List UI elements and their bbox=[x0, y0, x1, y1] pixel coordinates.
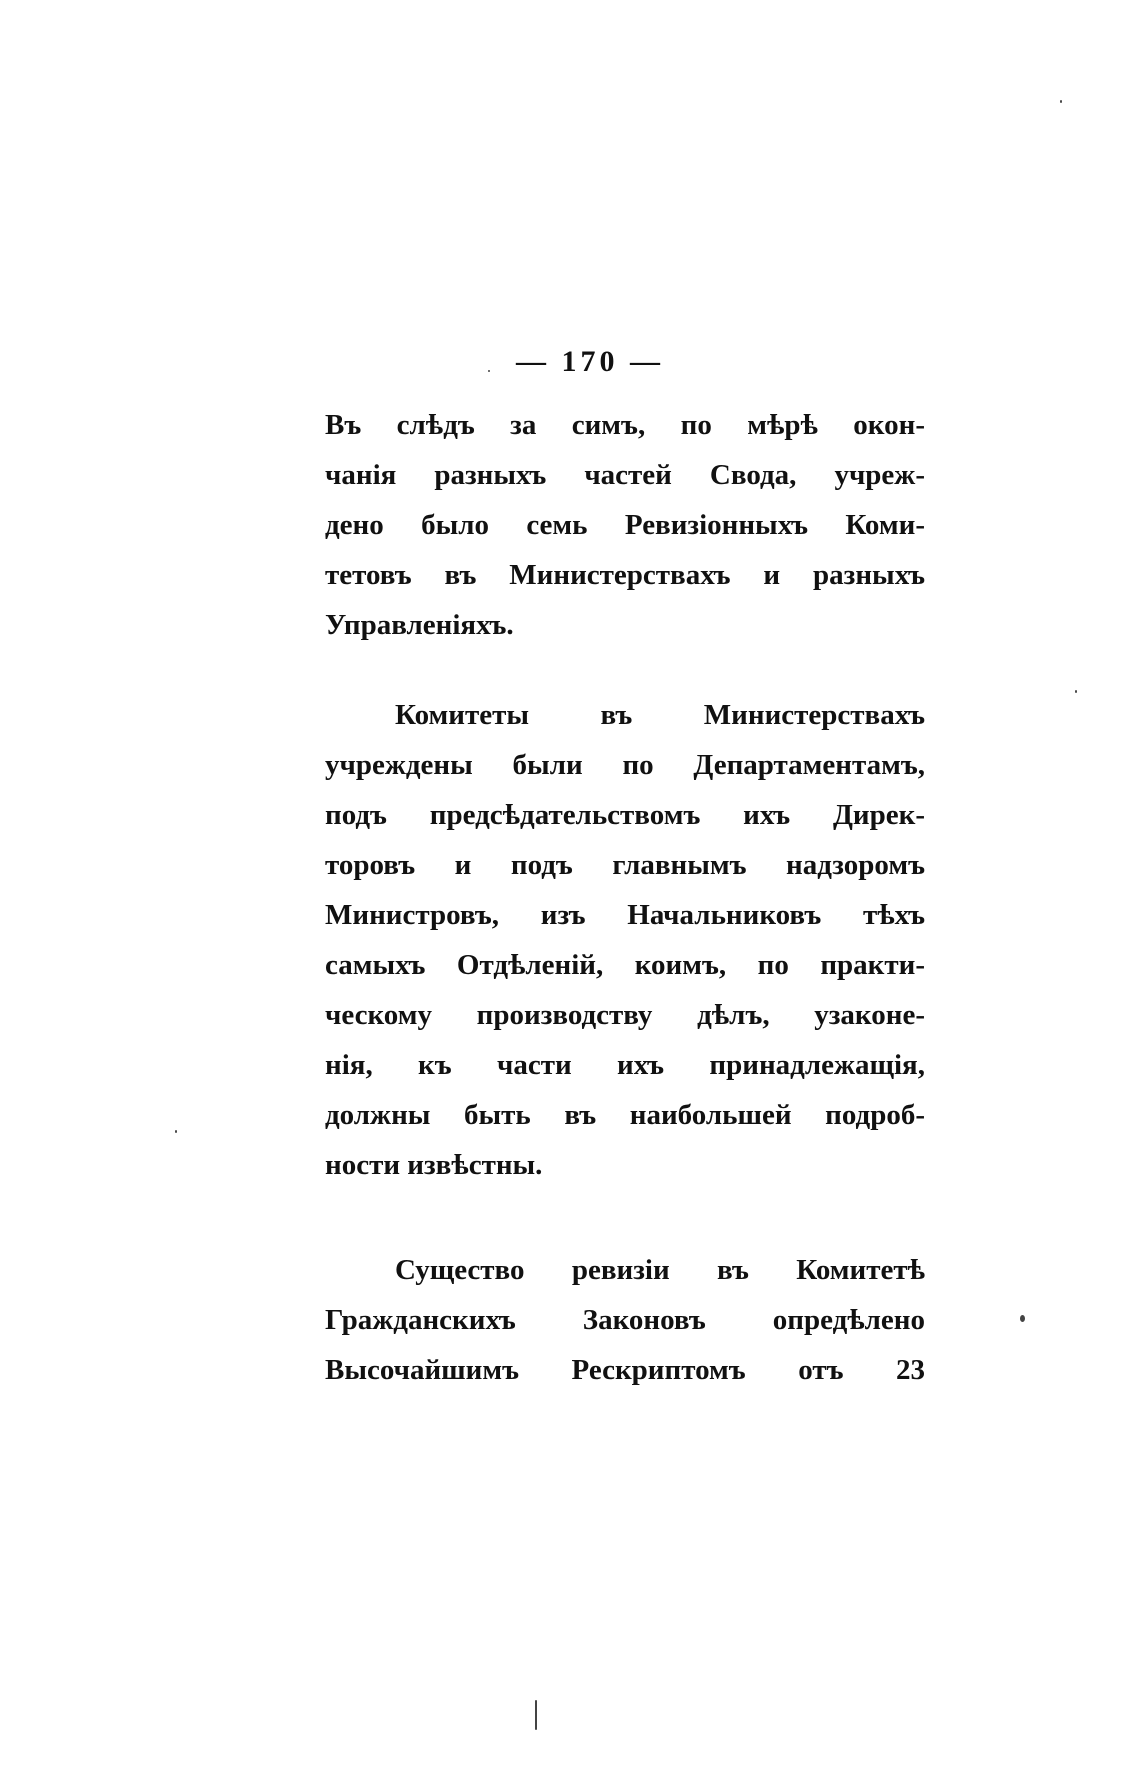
text-line: должны быть въ наибольшей подроб- bbox=[325, 1099, 925, 1131]
page-number: — 170 — bbox=[516, 345, 664, 378]
text-line: нія, къ части ихъ принадлежащія, bbox=[325, 1049, 925, 1081]
text-line: подъ предсѣдательствомъ ихъ Дирек- bbox=[325, 799, 925, 831]
text-line: самыхъ Отдѣленій, коимъ, по практи- bbox=[325, 949, 925, 981]
paragraph-2 bbox=[325, 690, 925, 1190]
text-line: чанія разныхъ частей Свода, учреж- bbox=[325, 459, 925, 491]
scan-speck bbox=[488, 370, 490, 372]
text-line: дено было семь Ревизіонныхъ Коми- bbox=[325, 509, 925, 541]
text-line: Существо ревизіи въ Комитетѣ bbox=[395, 1254, 925, 1286]
text-line: торовъ и подъ главнымъ надзоромъ bbox=[325, 849, 925, 881]
scan-speck bbox=[1020, 1315, 1025, 1322]
paragraph-3 bbox=[325, 1245, 925, 1395]
text-line: Комитеты въ Министерствахъ bbox=[395, 699, 925, 731]
text-line: Министровъ, изъ Начальниковъ тѣхъ bbox=[325, 899, 925, 931]
text-line: учреждены были по Департаментамъ, bbox=[325, 749, 925, 781]
text-line: Высочайшимъ Рескриптомъ отъ 23 bbox=[325, 1354, 925, 1386]
scan-speck bbox=[1060, 100, 1062, 103]
text-line: ческому производству дѣлъ, узаконе- bbox=[325, 999, 925, 1031]
scan-speck bbox=[175, 1130, 177, 1133]
text-line: ности извѣстны. bbox=[325, 1149, 543, 1181]
text-line: тетовъ въ Министерствахъ и разныхъ bbox=[325, 559, 925, 591]
text-line: Гражданскихъ Законовъ опредѣлено bbox=[325, 1304, 925, 1336]
scan-speck bbox=[1075, 690, 1077, 693]
text-line: Управленіяхъ. bbox=[325, 609, 514, 641]
text-line: Въ слѣдъ за симъ, по мѣрѣ окон- bbox=[325, 409, 925, 441]
paragraph-1 bbox=[325, 400, 925, 650]
scan-speck bbox=[535, 1700, 537, 1730]
